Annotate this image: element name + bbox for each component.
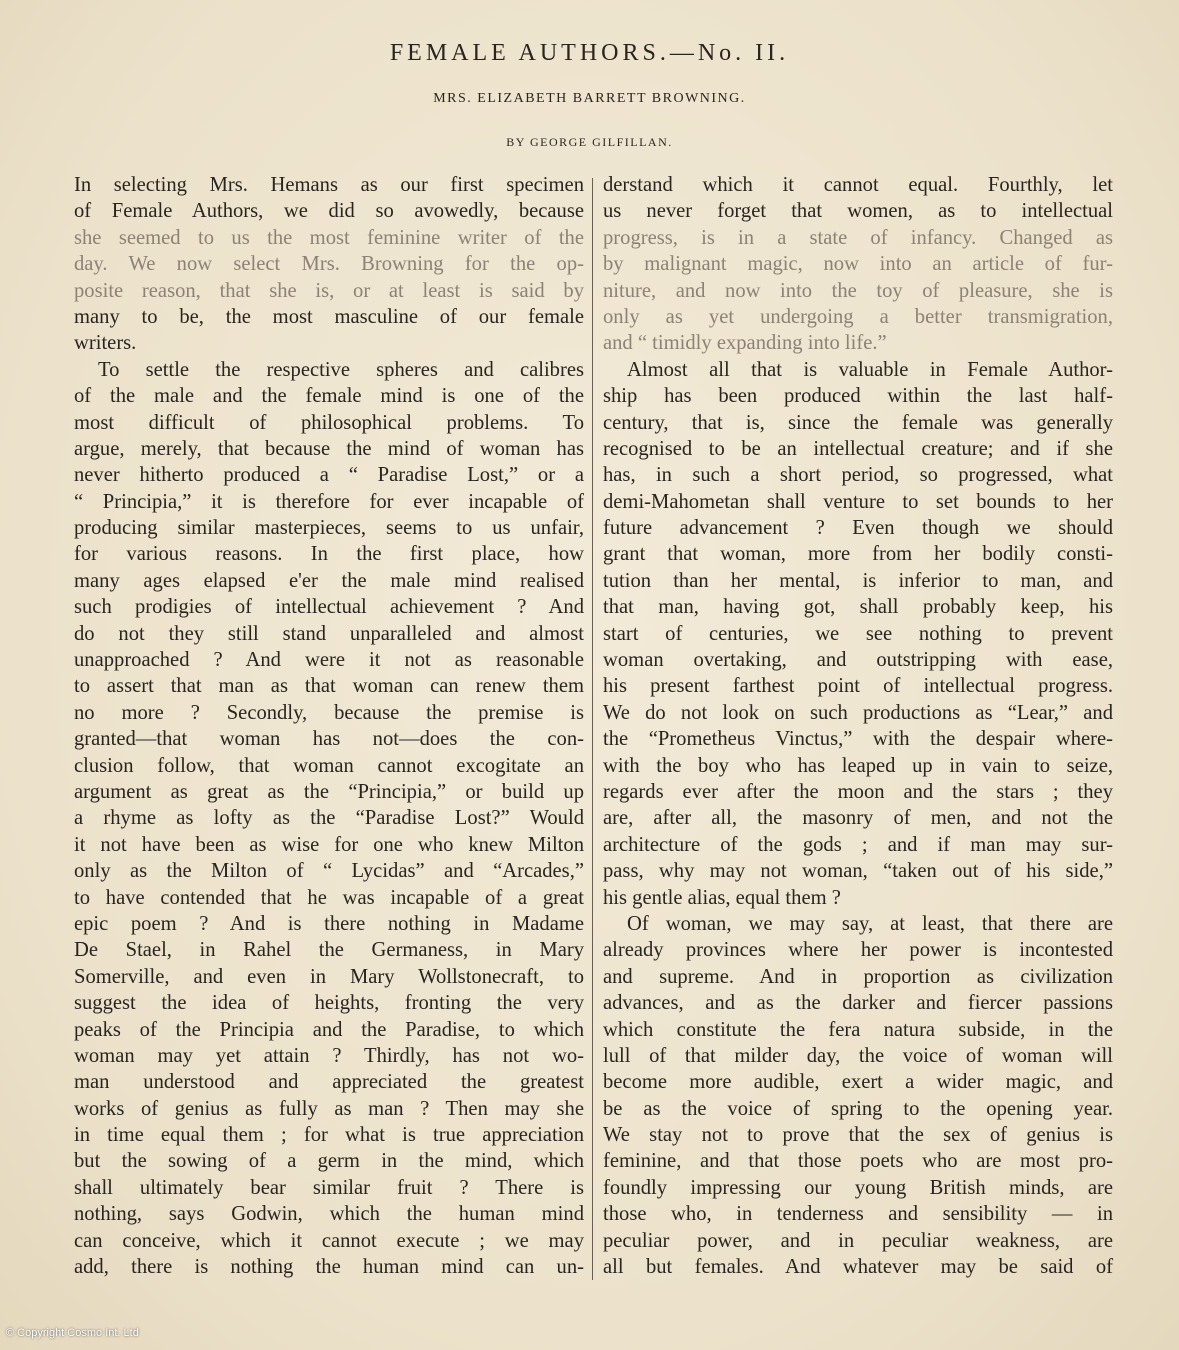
- text-line: of Female Authors, we did so avowedly, because: [74, 200, 584, 223]
- text-line: all but females. And whatever may be said of: [603, 1256, 1113, 1279]
- text-line: Almost all that is valuable in Female Author-: [627, 358, 1113, 381]
- text-line: a rhyme as lofty as the “Paradise Lost?” Would: [74, 807, 584, 830]
- text-line: already provinces where her power is incontested: [603, 939, 1113, 962]
- text-line: and “ timidly expanding into life.”: [603, 332, 887, 355]
- text-line: such prodigies of intellectual achievement ? And: [74, 596, 584, 619]
- text-line: granted—that woman has not—does the con-: [74, 728, 584, 751]
- text-line: which constitute the fera natura subside, in the: [603, 1018, 1113, 1041]
- text-line: his gentle alias, equal them ?: [603, 886, 841, 909]
- text-line: In selecting Mrs. Hemans as our first specimen: [74, 174, 584, 196]
- text-line: ship has been produced within the last half-: [603, 385, 1113, 408]
- text-line: us never forget that women, as to intellectual: [603, 200, 1113, 223]
- text-line: De Stael, in Rahel the Germaness, in Mary: [74, 939, 584, 962]
- text-line: advances, and as the darker and fiercer passions: [603, 992, 1113, 1015]
- text-line: with the boy who has leaped up in vain to seize,: [603, 754, 1113, 777]
- text-line: to have contended that he was incapable of a great: [74, 886, 584, 909]
- text-line: peaks of the Principia and the Paradise, to which: [74, 1018, 584, 1041]
- copyright-notice: © Copyright Cosmo Int. Ltd: [6, 1327, 139, 1339]
- text-line: recognised to be an intellectual creature; and if she: [603, 437, 1113, 460]
- article-byline: BY GEORGE GILFILLAN.: [506, 135, 673, 149]
- text-line: future advancement ? Even though we should: [603, 517, 1113, 540]
- text-line: she seemed to us the most feminine writer of the: [74, 226, 584, 249]
- text-line: pass, why may not woman, “taken out of his side,”: [603, 860, 1113, 883]
- text-line: suggest the idea of heights, fronting the very: [74, 992, 584, 1015]
- text-line: niture, and now into the toy of pleasure, she is: [603, 279, 1113, 302]
- text-line: are, after all, the masonry of men, and not the: [603, 807, 1113, 830]
- text-line: architecture of the gods ; and if man may sur-: [603, 833, 1113, 856]
- right-column: [603, 172, 1113, 1280]
- text-line: the “Prometheus Vinctus,” with the despair where-: [603, 728, 1113, 751]
- text-line: add, there is nothing the human mind can un-: [74, 1256, 584, 1279]
- text-line: woman may yet attain ? Thirdly, has not wo-: [74, 1044, 584, 1067]
- text-line: Somerville, and even in Mary Wollstonecraft, to: [74, 965, 584, 988]
- column-divider: [592, 178, 593, 1280]
- text-line: most difficult of philosophical problems. To: [74, 411, 584, 434]
- text-line: his present farthest point of intellectual progress.: [603, 675, 1113, 698]
- text-line: argue, merely, that because the mind of woman has: [74, 437, 584, 460]
- text-line: “ Principia,” it is therefore for ever incapable of: [74, 490, 584, 513]
- text-line: only as yet undergoing a better transmigration,: [603, 305, 1113, 328]
- text-line: that man, having got, shall probably keep, his: [603, 596, 1113, 619]
- text-line: in time equal them ; for what is true appreciation: [74, 1124, 584, 1147]
- text-line: woman overtaking, and outstripping with ease,: [603, 649, 1113, 672]
- text-line: lull of that milder day, the voice of woman will: [603, 1044, 1113, 1067]
- text-line: Of woman, we may say, at least, that there are: [627, 912, 1113, 935]
- text-line: many to be, the most masculine of our female: [74, 305, 584, 328]
- text-line: be as the voice of spring to the opening year.: [603, 1097, 1113, 1120]
- text-line: epic poem ? And is there nothing in Madame: [74, 912, 584, 935]
- text-line: tution than her mental, is inferior to man, and: [603, 569, 1113, 592]
- text-line: for various reasons. In the first place, how: [74, 543, 584, 566]
- text-line: works of genius as fully as man ? Then may she: [74, 1097, 584, 1120]
- text-line: argument as great as the “Principia,” or build up: [74, 780, 584, 803]
- text-line: foundly impressing our young British minds, are: [603, 1176, 1113, 1199]
- text-line: of the male and the female mind is one of the: [74, 385, 584, 408]
- text-line: derstand which it cannot equal. Fourthly, let: [603, 174, 1113, 196]
- text-line: and supreme. And in proportion as civilization: [603, 965, 1113, 988]
- text-line: but the sowing of a germ in the mind, which: [74, 1150, 584, 1173]
- text-line: by malignant magic, now into an article of fur-: [603, 253, 1113, 276]
- text-line: century, that is, since the female was generally: [603, 411, 1113, 434]
- text-line: man understood and appreciated the greatest: [74, 1071, 584, 1094]
- text-line: producing similar masterpieces, seems to us unfair,: [74, 517, 584, 540]
- text-line: We stay not to prove that the sex of genius is: [603, 1124, 1113, 1147]
- article-title: FEMALE AUTHORS.—No. II.: [389, 40, 790, 66]
- text-line: posite reason, that she is, or at least is said by: [74, 279, 584, 302]
- text-line: regards ever after the moon and the stars ; they: [603, 780, 1113, 803]
- text-line: progress, is in a state of infancy. Changed as: [603, 226, 1113, 249]
- text-line: peculiar power, and in peculiar weakness, are: [603, 1229, 1113, 1252]
- text-line: start of centuries, we see nothing to prevent: [603, 622, 1113, 645]
- text-line: no more ? Secondly, because the premise is: [74, 701, 584, 724]
- text-line: feminine, and that those poets who are most pro-: [603, 1150, 1113, 1173]
- text-line: many ages elapsed e'er the male mind realised: [74, 569, 584, 592]
- text-line: To settle the respective spheres and calibres: [98, 358, 584, 381]
- text-line: We do not look on such productions as “Lear,” and: [603, 701, 1113, 724]
- text-line: become more audible, exert a wider magic, and: [603, 1071, 1113, 1094]
- text-line: grant that woman, more from her bodily consti-: [603, 543, 1113, 566]
- text-line: do not they still stand unparalleled and almost: [74, 622, 584, 645]
- text-line: to assert that man as that woman can renew them: [74, 675, 584, 698]
- text-line: never hitherto produced a “ Paradise Lost,” or a: [74, 464, 584, 487]
- text-line: shall ultimately bear similar fruit ? There is: [74, 1176, 584, 1199]
- text-line: nothing, says Godwin, which the human mind: [74, 1203, 584, 1226]
- text-line: writers.: [74, 332, 137, 355]
- text-line: demi-Mahometan shall venture to set bounds to her: [603, 490, 1113, 513]
- text-line: has, in such a short period, so progressed, what: [603, 464, 1113, 487]
- text-line: day. We now select Mrs. Browning for the op-: [74, 253, 584, 276]
- left-column: [74, 172, 584, 1280]
- text-line: unapproached ? And were it not as reasonable: [74, 649, 584, 672]
- article-subtitle: MRS. ELIZABETH BARRETT BROWNING.: [433, 91, 746, 106]
- text-line: can conceive, which it cannot execute ; we may: [74, 1229, 584, 1252]
- text-line: only as the Milton of “ Lycidas” and “Arcades,”: [74, 860, 584, 883]
- text-line: it not have been as wise for one who knew Milton: [74, 833, 584, 856]
- text-line: clusion follow, that woman cannot excogitate an: [74, 754, 584, 777]
- text-line: those who, in tenderness and sensibility — in: [603, 1203, 1113, 1226]
